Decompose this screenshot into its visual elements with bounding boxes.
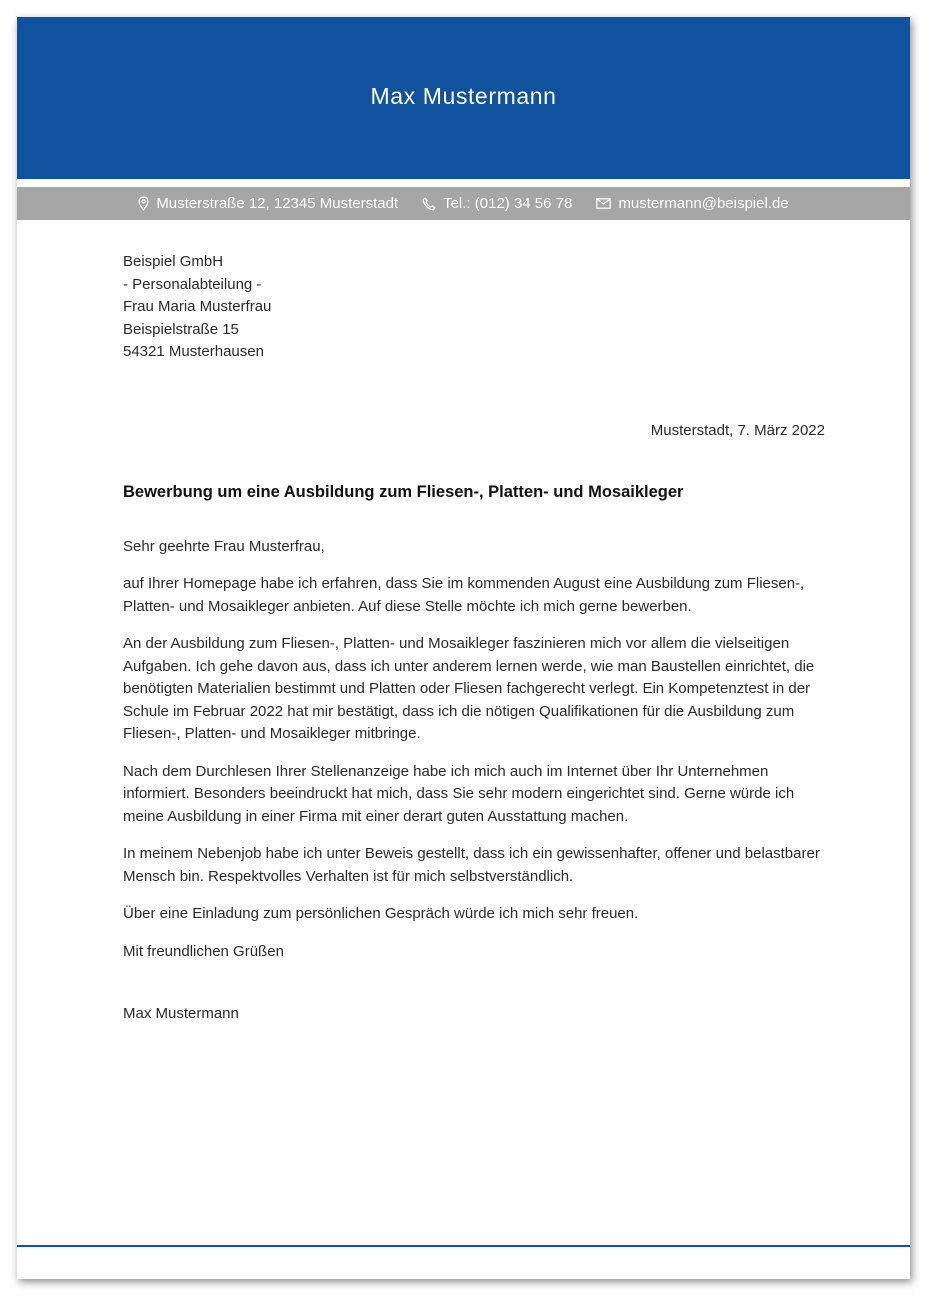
letter-date: Musterstadt, 7. März 2022 <box>650 421 825 439</box>
address-text: Musterstraße 12, 12345 Musterstadt <box>156 195 399 212</box>
letter-page <box>17 17 910 1279</box>
phone-icon <box>422 197 436 211</box>
closing: Mit freundlichen Grüßen <box>123 942 284 960</box>
footer-divider <box>17 1245 910 1247</box>
letter-subject: Bewerbung um eine Ausbildung zum Fliesen-, Platten- und Mosaikleger <box>123 483 684 501</box>
header-banner <box>17 17 910 179</box>
recipient-company: Beispiel GmbH <box>123 253 224 270</box>
email-text: mustermann@beispiel.de <box>618 195 789 212</box>
paragraph: Nach dem Durchlesen Ihrer Stellenanzeige habe ich mich auch im Internet über Ihr Unternehmen informiert. Besonders beeindruckt hat mich, dass Sie sehr modern eingerichtet sind. Gerne würde ich meine Ausbildung in einer Firma mit einer derart guten Ausstattung machen. <box>123 762 795 825</box>
envelope-icon <box>596 198 611 209</box>
paragraph: An der Ausbildung zum Fliesen-, Platten- und Mosaikleger faszinieren mich vor allem die vielseitigen Aufgaben. Ich gehe davon aus, dass ich unter anderem lernen werde, wie man Baustellen einrichtet, die benötigten Materialien bestimmt und Platten oder Fliesen fachgerecht verlegt. Ein Kompetenztest in der Schule im Februar 2022 hat mir bestätigt, dass ich die nötigen Qualifikationen für die Ausbildung zum Fliesen-, Platten- und Mosaikleger mitbringe. <box>123 635 815 742</box>
paragraph: auf Ihrer Homepage habe ich erfahren, dass Sie im kommenden August eine Ausbildung zum Fliesen-, Platten- und Mosaikleger anbieten. Auf diese Stelle möchte ich mich gerne bewerben. <box>123 575 805 615</box>
applicant-name: Max Mustermann <box>370 83 557 109</box>
signature-name: Max Mustermann <box>123 1005 239 1022</box>
recipient-street: Beispielstraße 15 <box>123 320 239 338</box>
paragraph: In meinem Nebenjob habe ich unter Beweis gestellt, dass ich ein gewissenhafter, offener und belastbarer Mensch bin. Respektvolles Verhalten ist für mich selbstverständlich. <box>123 845 820 885</box>
contact-bar <box>17 187 910 220</box>
recipient-department: - Personalabteilung - <box>123 275 262 293</box>
paragraph: Über eine Einladung zum persönlichen Gespräch würde ich mich sehr freuen. <box>123 905 639 922</box>
salutation: Sehr geehrte Frau Musterfrau, <box>123 537 325 555</box>
contact-address <box>138 195 398 212</box>
contact-phone <box>422 195 572 212</box>
recipient-address <box>123 251 825 364</box>
location-pin-icon <box>138 196 149 211</box>
contact-email <box>596 195 788 212</box>
recipient-city: 54321 Musterhausen <box>123 343 264 360</box>
letter-body <box>123 251 825 1026</box>
phone-text: Tel.: (012) 34 56 78 <box>443 195 573 212</box>
recipient-person: Frau Maria Musterfrau <box>123 298 272 315</box>
